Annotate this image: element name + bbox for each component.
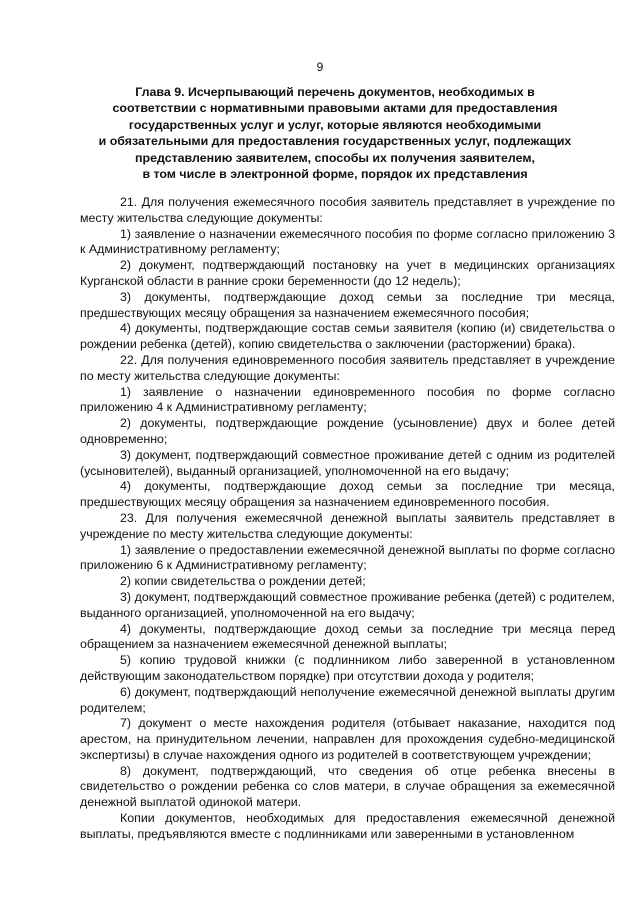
list-item: 3) документы, подтверждающие доход семьи за последние три месяца, предшествующих месяцу обращения за назначением ежемесячного пособия; [80,289,615,320]
list-item: 1) заявление о назначении единовременного пособия по форме согласно приложению 4 к Административному регламенту; [80,384,615,415]
heading-line: представлению заявителем, способы их получения заявителем, [135,150,535,165]
list-item: 1) заявление о назначении ежемесячного пособия по форме согласно приложению 3 к Административному регламенту; [80,226,615,257]
chapter-heading [90,84,580,182]
list-item: 1) заявление о предоставлении ежемесячной денежной выплаты по форме согласно приложению 6 к Административному регламенту; [80,542,615,573]
list-item: 2) документы, подтверждающие рождение (усыновление) двух и более детей одновременно; [80,416,615,446]
list-item: 6) документ, подтверждающий неполучение ежемесячной денежной выплаты другим родителем; [80,684,615,715]
heading-line: соответствии с нормативными правовыми актами для предоставления [112,101,558,116]
list-item: 4) документы, подтверждающие состав семьи заявителя (копию (и) свидетельства о рождении ребенка (детей), копию свидетельства о заключении (расторжении) брака). [80,321,615,352]
list-item: 3) документ, подтверждающий совместное проживание детей с одним из родителей (усыновителей), выданный организацией, уполномоченной на его выдачу; [80,447,615,478]
page-number: 9 [316,60,324,74]
document-body [80,195,615,843]
list-item: 3) документ, подтверждающий совместное проживание ребенка (детей) с родителем, выданного организацией, уполномоченной на его выдачу; [80,589,615,620]
list-item: 4) документы, подтверждающие доход семьи за последние три месяца перед обращением за назначением ежемесячной денежной выплаты; [80,621,615,652]
list-item: 5) копию трудовой книжки (с подлинником либо заверенной в установленном действующим законодательством порядке) при отсутствии дохода у родителя; [80,653,615,683]
heading-line: государственных услуг и услуг, которые являются необходимыми [128,117,542,132]
paragraph: Копии документов, необходимых для предоставления ежемесячной денежной выплаты, предъявляются вместе с подлинниками или заверенными в установленном [80,811,615,841]
heading-line: и обязательными для предоставления государственных услуг, подлежащих [98,134,572,149]
paragraph: 21. Для получения ежемесячного пособия заявитель представляет в учреждение по месту жительства следующие документы: [80,195,615,225]
heading-line: Глава 9. Исчерпывающий перечень документов, необходимых в [135,85,535,99]
list-item: 7) документ о месте нахождения родителя (отбывает наказание, находится под арестом, на принудительном лечении, направлен для прохождения судебно-медицинской экспертизы) в случае нахождения одного из родителей в соответствующем учреждении; [80,716,615,762]
list-item: 2) документ, подтверждающий постановку на учет в медицинских организациях Курганской области в ранние сроки беременности (до 12 недель); [80,258,615,288]
heading-line: в том числе в электронной форме, порядок их представления [142,167,528,182]
paragraph: 23. Для получения ежемесячной денежной выплаты заявитель представляет в учреждение по месту жительства следующие документы: [80,510,615,541]
list-item: 4) документы, подтверждающие доход семьи за последние три месяца, предшествующих месяцу обращения за назначением единовременного пособия. [80,479,615,510]
list-item: 8) документ, подтверждающий, что сведения об отце ребенка внесены в свидетельство о рождении ребенка со слов матери, в случае обращения за ежемесячной денежной выплатой одинокой матери. [80,763,615,810]
paragraph: 22. Для получения единовременного пособия заявитель представляет в учреждение по месту жительства следующие документы: [80,352,615,383]
list-item: 2) копии свидетельства о рождении детей; [120,574,366,589]
